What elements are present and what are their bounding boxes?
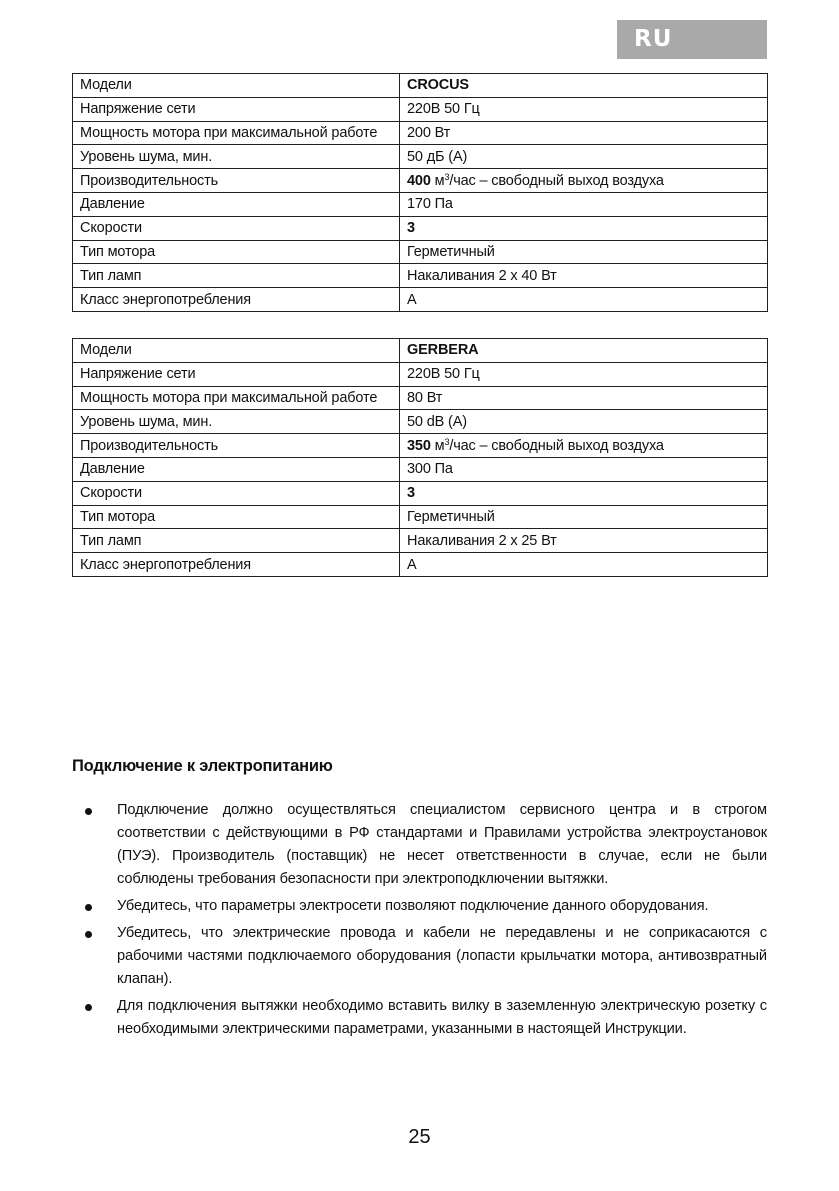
bullet-icon [85,904,92,911]
capacity-unit: м [430,437,445,454]
row-label: Класс энергопотребления [73,553,400,577]
row-value: A [400,288,768,312]
row-label: Давление [73,457,400,481]
capacity-rest: /час – свободный выход воздуха [449,437,664,454]
table-row [73,192,768,216]
connection-bullet-list [72,799,767,1045]
list-item-text: Для подключения вытяжки необходимо вставить вилку в заземленную электрическую розетку с необходимыми электрическими параметрами, указанными в настоящей Инструкции. [117,998,767,1037]
row-value: 50 дБ (А) [400,145,768,169]
list-item [72,799,767,891]
capacity-rest: /час – свободный выход воздуха [449,172,664,189]
table-row [73,121,768,145]
table-row [73,410,768,434]
row-value: 220В 50 Гц [400,97,768,121]
table-row [73,529,768,553]
row-label: Тип ламп [73,529,400,553]
row-value: 200 Вт [400,121,768,145]
row-value: 50 dB (A) [400,410,768,434]
page-number: 25 [408,1126,431,1148]
row-label: Мощность мотора при максимальной работе [73,121,400,145]
row-label: Класс энергопотребления [73,288,400,312]
table-row [73,362,768,386]
row-label: Модели [73,74,400,98]
row-label: Производительность [73,169,400,193]
row-label: Тип ламп [73,264,400,288]
row-value: 80 Вт [400,386,768,410]
table-row [73,97,768,121]
capacity-number: 400 [407,172,431,189]
row-label: Модели [73,339,400,363]
row-label: Тип мотора [73,505,400,529]
row-value: Накаливания 2 х 40 Вт [400,264,768,288]
row-value [400,169,768,193]
row-label: Тип мотора [73,240,400,264]
capacity-sup: 3 [444,436,450,447]
row-value: 170 Па [400,192,768,216]
table-row [73,505,768,529]
capacity-sup: 3 [444,171,450,182]
row-value: Герметичный [400,505,768,529]
list-item [72,995,767,1041]
section-title: Подключение к электропитанию [72,757,333,775]
list-item [72,895,767,918]
model-name: GERBERA [400,339,768,363]
row-label: Напряжение сети [73,362,400,386]
table-row [73,216,768,240]
row-label: Скорости [73,216,400,240]
row-label: Уровень шума, мин. [73,145,400,169]
bullet-icon [85,808,92,815]
table-row [73,145,768,169]
table-row [73,553,768,577]
row-value: 3 [400,481,768,505]
table-row [73,481,768,505]
spec-table-crocus [72,73,768,312]
bullet-icon [85,1004,92,1011]
row-label: Скорости [73,481,400,505]
row-value [400,434,768,458]
spec-table-gerbera [72,338,768,577]
table-row [73,169,768,193]
row-value: A [400,553,768,577]
language-badge: RU [617,20,767,59]
list-item-text: Убедитесь, что электрические провода и кабели не передавлены и не соприкасаются с рабочими частями подключаемого оборудования (лопасти крыльчатки мотора, антивозвратный клапан). [117,925,767,987]
bullet-icon [85,931,92,938]
table-row [73,264,768,288]
row-label: Мощность мотора при максимальной работе [73,386,400,410]
capacity-unit: м [430,172,445,189]
table-row [73,288,768,312]
table-row [73,434,768,458]
model-name: CROCUS [400,74,768,98]
row-value: Накаливания 2 х 25 Вт [400,529,768,553]
table-row [73,339,768,363]
list-item [72,922,767,991]
table-row [73,386,768,410]
row-label: Производительность [73,434,400,458]
row-value: 3 [400,216,768,240]
table-row [73,457,768,481]
row-label: Давление [73,192,400,216]
row-label: Напряжение сети [73,97,400,121]
table-row [73,74,768,98]
table-row [73,240,768,264]
row-value: 220В 50 Гц [400,362,768,386]
list-item-text: Убедитесь, что параметры электросети позволяют подключение данного оборудования. [117,898,709,914]
list-item-text: Подключение должно осуществляться специалистом сервисного центра и в строгом соответствии с действующими в РФ стандартами и Правилами устройства электроустановок (ПУЭ). Производитель (поставщик) не несет ответственности в случае, если не были соблюдены требования безопасности при электроподключении вытяжки. [117,802,767,887]
row-value: Герметичный [400,240,768,264]
capacity-number: 350 [407,437,431,454]
row-value: 300 Па [400,457,768,481]
row-label: Уровень шума, мин. [73,410,400,434]
